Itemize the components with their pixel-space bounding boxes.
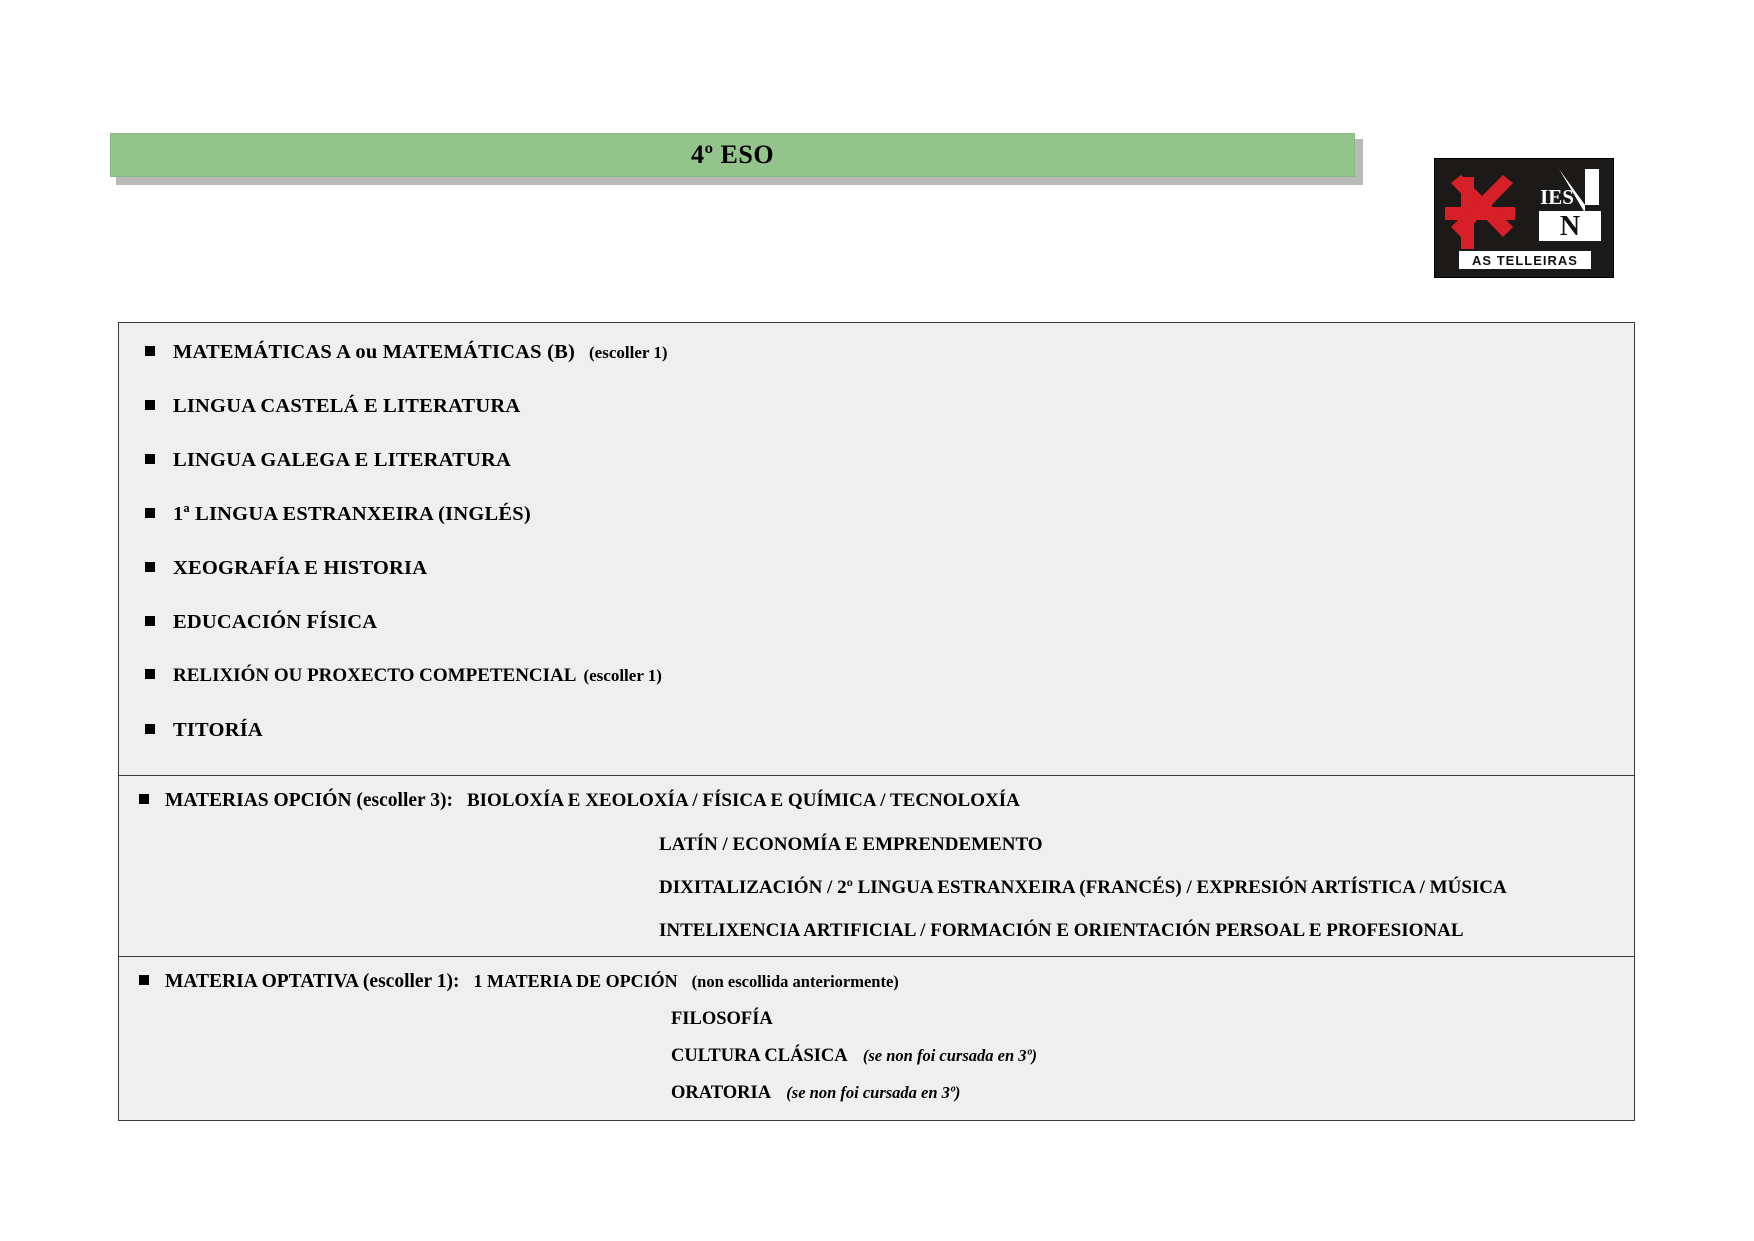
subject-name: LINGUA CASTELÁ E LITERATURA (173, 395, 521, 417)
page-title: 4º ESO (690, 140, 775, 169)
square-bullet-icon (145, 508, 155, 518)
optative-item-name: FILOSOFÍA (671, 1009, 773, 1029)
subjects-table (118, 322, 1635, 1121)
page-title-banner (110, 133, 1363, 185)
option-subjects-header (119, 790, 1634, 812)
subject-name: RELIXIÓN OU PROXECTO COMPETENCIAL (173, 665, 577, 686)
subject-name: TITORÍA (173, 719, 263, 741)
optative-item-note: (se non foi cursada en 3º) (862, 1046, 1037, 1065)
square-bullet-icon (145, 724, 155, 734)
subject-note: (escoller 1) (589, 343, 668, 362)
optative-first-line: 1 MATERIA DE OPCIÓN (473, 971, 678, 991)
subject-note: (escoller 1) (583, 666, 662, 685)
optative-item-name: ORATORIA (671, 1083, 771, 1103)
square-bullet-icon (145, 669, 155, 679)
title-banner (110, 133, 1355, 177)
subject-name: EDUCACIÓN FÍSICA (173, 611, 378, 633)
square-bullet-icon (139, 975, 149, 985)
square-bullet-icon (145, 616, 155, 626)
logo-graphic (1435, 159, 1613, 277)
square-bullet-icon (145, 400, 155, 410)
subject-name: XEOGRAFÍA E HISTORIA (173, 557, 428, 579)
square-bullet-icon (145, 454, 155, 464)
optative-subjects-label: MATERIA OPTATIVA (escoller 1): (165, 971, 460, 992)
svg-text:AS TELLEIRAS: AS TELLEIRAS (1472, 253, 1578, 268)
list-item (119, 557, 1634, 595)
list-item (119, 395, 1634, 433)
list-item (119, 341, 1634, 379)
school-logo (1434, 158, 1614, 278)
list-item (119, 611, 1634, 649)
optative-item (119, 1009, 1634, 1030)
option-subjects-label: MATERIAS OPCIÓN (escoller 3): (165, 790, 453, 811)
svg-text:N: N (1559, 211, 1581, 242)
list-item (119, 503, 1634, 541)
optative-item (119, 1046, 1634, 1067)
core-subjects-section (119, 323, 1634, 776)
optative-subjects-header (119, 971, 1634, 993)
optative-item-note: (se non foi cursada en 3º) (786, 1083, 961, 1102)
list-item (119, 449, 1634, 487)
square-bullet-icon (139, 794, 149, 804)
optative-subjects-section (119, 957, 1634, 1120)
subject-name: 1ª LINGUA ESTRANXEIRA (INGLÉS) (173, 503, 531, 525)
option-subjects-line: BIOLOXÍA E XEOLOXÍA / FÍSICA E QUÍMICA / TECNOLOXÍA (466, 790, 1020, 811)
subject-name: LINGUA GALEGA E LITERATURA (173, 449, 512, 471)
option-subjects-line: INTELIXENCIA ARTIFICIAL / FORMACIÓN E ORIENTACIÓN PERSOAL E PROFESIONAL (659, 920, 1464, 941)
optative-item (119, 1083, 1634, 1104)
square-bullet-icon (145, 346, 155, 356)
subject-name: MATEMÁTICAS A ou MATEMÁTICAS (B) (173, 341, 576, 363)
list-item (119, 719, 1634, 757)
list-item (119, 665, 1634, 703)
svg-text:IES: IES (1540, 185, 1574, 209)
square-bullet-icon (145, 562, 155, 572)
optative-item-name: CULTURA CLÁSICA (671, 1046, 847, 1066)
option-subjects-line: DIXITALIZACIÓN / 2º LINGUA ESTRANXEIRA (FRANCÉS) / EXPRESIÓN ARTÍSTICA / MÚSICA (659, 877, 1507, 898)
option-subjects-line: LATÍN / ECONOMÍA E EMPRENDEMENTO (659, 834, 1043, 855)
optative-first-line-note: (non escollida anteriormente) (691, 972, 899, 991)
option-subjects-section (119, 776, 1634, 957)
